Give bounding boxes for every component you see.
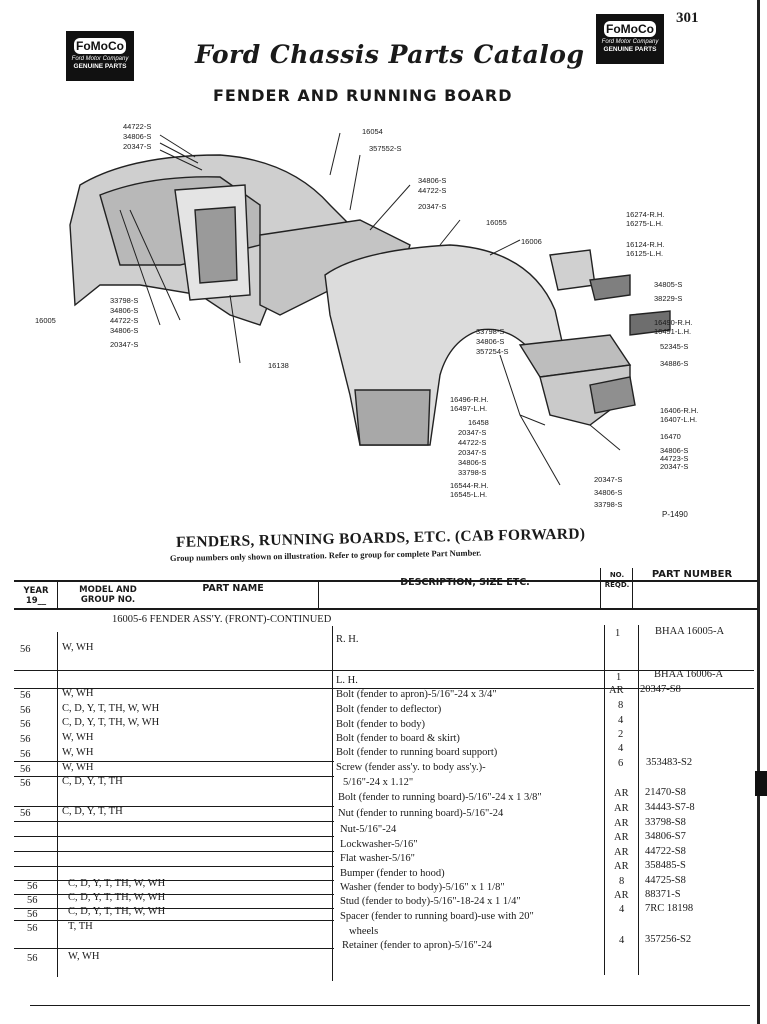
row-year: 56 [20, 778, 31, 789]
row-model: C, D, Y, T, TH, W, WH [62, 717, 160, 728]
row-model: W, WH [62, 688, 94, 699]
callout-label: 16491-L.H. [654, 327, 692, 336]
callout-label: 34806-S [110, 306, 139, 315]
row-model: C, D, Y, T, TH, W, WH [68, 878, 166, 889]
row-description: Bolt (fender to apron)-5/16"-24 x 3/4" [336, 689, 497, 700]
column-divider [57, 582, 58, 608]
row-qty: 4 [618, 715, 624, 726]
row-part-number: BHAA 16005-A [655, 626, 725, 637]
callout-label: 16458 [468, 418, 489, 427]
row-description: Bolt (fender to body) [336, 719, 425, 730]
row-year: 56 [20, 690, 31, 701]
callout-label: 20347-S [458, 428, 487, 437]
page-edge-line [757, 0, 760, 1024]
callout-label: 52345-S [660, 342, 689, 351]
row-model: C, D, Y, T, TH [62, 806, 123, 817]
callout-label: 33798-S [110, 296, 139, 305]
row-part-number: 358485-S [645, 860, 686, 871]
row-separator [14, 836, 334, 837]
callout-label: 44722-S [418, 186, 447, 195]
row-part-number: 44722-S8 [645, 846, 686, 857]
row-part-number: 88371-S [645, 889, 681, 900]
fomoco-logo-left [66, 31, 134, 81]
row-separator [14, 670, 754, 671]
callout-label: 16274-R.H. [626, 210, 665, 219]
row-model: W, WH [62, 642, 94, 653]
callout-label: 34806-S [123, 132, 152, 141]
row-year: 56 [27, 909, 38, 920]
footer-rule [30, 1005, 750, 1006]
callout-label: 16055 [486, 218, 507, 227]
row-year: 56 [20, 749, 31, 760]
row-separator [14, 894, 334, 895]
callout-label: 357254-S [476, 347, 509, 356]
section-title: FENDER AND RUNNING BOARD [213, 86, 513, 105]
table-title: FENDERS, RUNNING BOARDS, ETC. (CAB FORWARD) [175, 525, 586, 551]
header-model: MODEL AND GROUP NO. [79, 585, 137, 605]
row-description: Stud (fender to body)-5/16"-18-24 x 1 1/4" [340, 896, 521, 907]
header-bottom-rule [14, 608, 758, 610]
row-qty: 8 [618, 700, 624, 711]
row-year: 56 [20, 734, 31, 745]
row-description: Screw (fender ass'y. to body ass'y.)- [336, 762, 486, 773]
table-subtitle: Group numbers only shown on illustration. Refer to group for complete Part Number. [169, 547, 482, 563]
callout-label: 34805-S [654, 280, 683, 289]
header-no-reqd: NO. REQD. [604, 571, 630, 589]
row-model: W, WH [68, 951, 100, 962]
row-part-number: 357256-S2 [645, 934, 692, 945]
callout-label: 34806-S [660, 446, 689, 455]
callout-label: 16275-L.H. [626, 219, 664, 228]
callout-label: 20347-S [594, 475, 623, 484]
column-divider [57, 632, 58, 977]
header-part-number: PART NUMBER [651, 569, 733, 580]
row-description: Spacer (fender to running board)-use with 20" [340, 911, 534, 922]
row-description: R. H. [336, 634, 359, 645]
row-qty: 4 [618, 743, 624, 754]
row-description: Nut (fender to running board)-5/16"-24 [338, 808, 504, 819]
callout-label: 20347-S [458, 448, 487, 457]
row-part-number: 44725-S8 [645, 875, 686, 886]
row-year: 56 [27, 953, 38, 964]
row-year: 56 [20, 644, 31, 655]
callout-label: 33798-S [476, 327, 505, 336]
row-separator [14, 920, 334, 921]
callout-label: 20347-S [660, 462, 689, 471]
row-separator [14, 821, 334, 822]
callout-label: 16490-R.H. [654, 318, 693, 327]
row-description: Bolt (fender to board & skirt) [336, 733, 460, 744]
row-model: C, D, Y, T, TH, W, WH [68, 906, 166, 917]
row-qty: AR [614, 847, 629, 858]
callout-label: 33798-S [458, 468, 487, 477]
callout-label: 16470 [660, 432, 681, 441]
header-description: DESCRIPTION, SIZE ETC. [400, 577, 530, 588]
callout-label: 34806-S [476, 337, 505, 346]
callout-label: 16005 [35, 316, 56, 325]
callout-label: 20347-S [110, 340, 139, 349]
row-description: Bolt (fender to running board support) [336, 747, 498, 758]
callout-label: 357552-S [369, 144, 402, 153]
fomoco-logo-right [596, 14, 664, 64]
row-qty: AR [614, 818, 629, 829]
logo-brand: FoMoCo [74, 38, 126, 54]
row-model: C, D, Y, T, TH [62, 776, 123, 787]
page-tab-marker [755, 771, 767, 796]
row-qty: AR [614, 861, 629, 872]
callout-label: 44722-S [110, 316, 139, 325]
callout-label: 20347-S [418, 202, 447, 211]
row-model: W, WH [62, 747, 94, 758]
callout-label: 16138 [268, 361, 289, 370]
row-qty: AR [614, 890, 629, 901]
page-number: 301 [676, 10, 699, 26]
row-model: W, WH [62, 732, 94, 743]
row-description: Bumper (fender to hood) [340, 868, 445, 879]
callout-label: 34806-S [110, 326, 139, 335]
callout-label: 44723-S [660, 454, 689, 463]
callout-label: 16006 [521, 237, 542, 246]
row-description: wheels [349, 926, 379, 937]
logo-label: GENUINE PARTS [603, 46, 657, 53]
row-part-number: 20347-S8 [640, 684, 681, 695]
row-model: W, WH [62, 762, 94, 773]
callout-label: 16497-L.H. [450, 404, 488, 413]
callout-label: 34806-S [594, 488, 623, 497]
group-line: 16005-6 FENDER ASS'Y. (FRONT)-CONTINUED [112, 614, 332, 625]
callout-label: 16407-L.H. [660, 415, 698, 424]
plate-id: P-1490 [662, 510, 688, 519]
row-description: L. H. [336, 675, 358, 686]
logo-tagline: Ford Motor Company [601, 39, 659, 45]
row-year: 56 [27, 881, 38, 892]
row-description: Washer (fender to body)-5/16" x 1 1/8" [340, 882, 505, 893]
row-qty: AR [614, 788, 629, 799]
row-qty: 1 [616, 672, 622, 683]
row-year: 56 [27, 923, 38, 934]
row-description: 5/16"-24 x 1.12" [343, 777, 414, 788]
row-description: Retainer (fender to apron)-5/16"-24 [342, 940, 492, 951]
column-divider [600, 568, 601, 608]
row-part-number: 34806-S7 [645, 831, 686, 842]
row-model: T, TH [68, 921, 93, 932]
row-part-number: 7RC 18198 [645, 903, 694, 914]
row-separator [14, 866, 334, 867]
row-year: 56 [20, 808, 31, 819]
row-model: C, D, Y, T, TH, W, WH [68, 892, 166, 903]
column-divider [632, 568, 633, 608]
row-part-number: 34443-S7-8 [645, 802, 695, 813]
header-year: YEAR 19__ [23, 586, 49, 606]
logo-brand: FoMoCo [604, 21, 656, 37]
row-qty: 4 [619, 935, 625, 946]
row-part-number: 33798-S8 [645, 817, 686, 828]
row-part-number: 353483-S2 [646, 757, 693, 768]
callout-label: 44722-S [123, 122, 152, 131]
callout-label: 20347-S [123, 142, 152, 151]
row-separator [14, 851, 334, 852]
row-description: Bolt (fender to deflector) [336, 704, 442, 715]
row-qty: 1 [615, 628, 621, 639]
row-description: Bolt (fender to running board)-5/16"-24 x 1 3/8" [338, 792, 542, 803]
callout-label: 16124-R.H. [626, 240, 665, 249]
row-part-number: 21470-S8 [645, 787, 686, 798]
logo-tagline: Ford Motor Company [71, 56, 129, 62]
callout-label: 16054 [362, 127, 383, 136]
row-separator [14, 908, 334, 909]
row-separator [14, 948, 334, 949]
callout-label: 16545-L.H. [450, 490, 488, 499]
row-qty: 4 [619, 904, 625, 915]
callout-label: 34806-S [418, 176, 447, 185]
callout-label: 16496-R.H. [450, 395, 489, 404]
callout-label: 34806-S [458, 458, 487, 467]
catalog-title: Ford Chassis Parts Catalog [195, 40, 585, 69]
row-qty: AR [609, 685, 624, 696]
row-description: Lockwasher-5/16" [340, 839, 418, 850]
row-separator [14, 880, 334, 881]
callout-label: 38229-S [654, 294, 683, 303]
callout-label: 34886-S [660, 359, 689, 368]
column-divider [332, 626, 333, 981]
row-year: 56 [20, 705, 31, 716]
row-year: 56 [20, 764, 31, 775]
column-divider [604, 625, 605, 975]
row-qty: AR [614, 832, 629, 843]
row-description: Flat washer-5/16" [340, 853, 415, 864]
column-divider [638, 625, 639, 975]
row-qty: AR [614, 803, 629, 814]
callout-label: 16544-R.H. [450, 481, 489, 490]
header-part-name: PART NAME [202, 583, 264, 594]
row-year: 56 [20, 719, 31, 730]
callout-label: 33798-S [594, 500, 623, 509]
column-divider [318, 582, 319, 608]
logo-label: GENUINE PARTS [73, 63, 127, 70]
callout-label: 44722-S [458, 438, 487, 447]
row-part-number: BHAA 16006-A [654, 669, 724, 680]
callout-label: 16125-L.H. [626, 249, 664, 258]
row-description: Nut-5/16"-24 [340, 824, 397, 835]
row-qty: 2 [618, 729, 624, 740]
row-model: C, D, Y, T, TH, W, WH [62, 703, 160, 714]
row-qty: 8 [619, 876, 625, 887]
row-qty: 6 [618, 758, 624, 769]
row-year: 56 [27, 895, 38, 906]
callout-label: 16406-R.H. [660, 406, 699, 415]
